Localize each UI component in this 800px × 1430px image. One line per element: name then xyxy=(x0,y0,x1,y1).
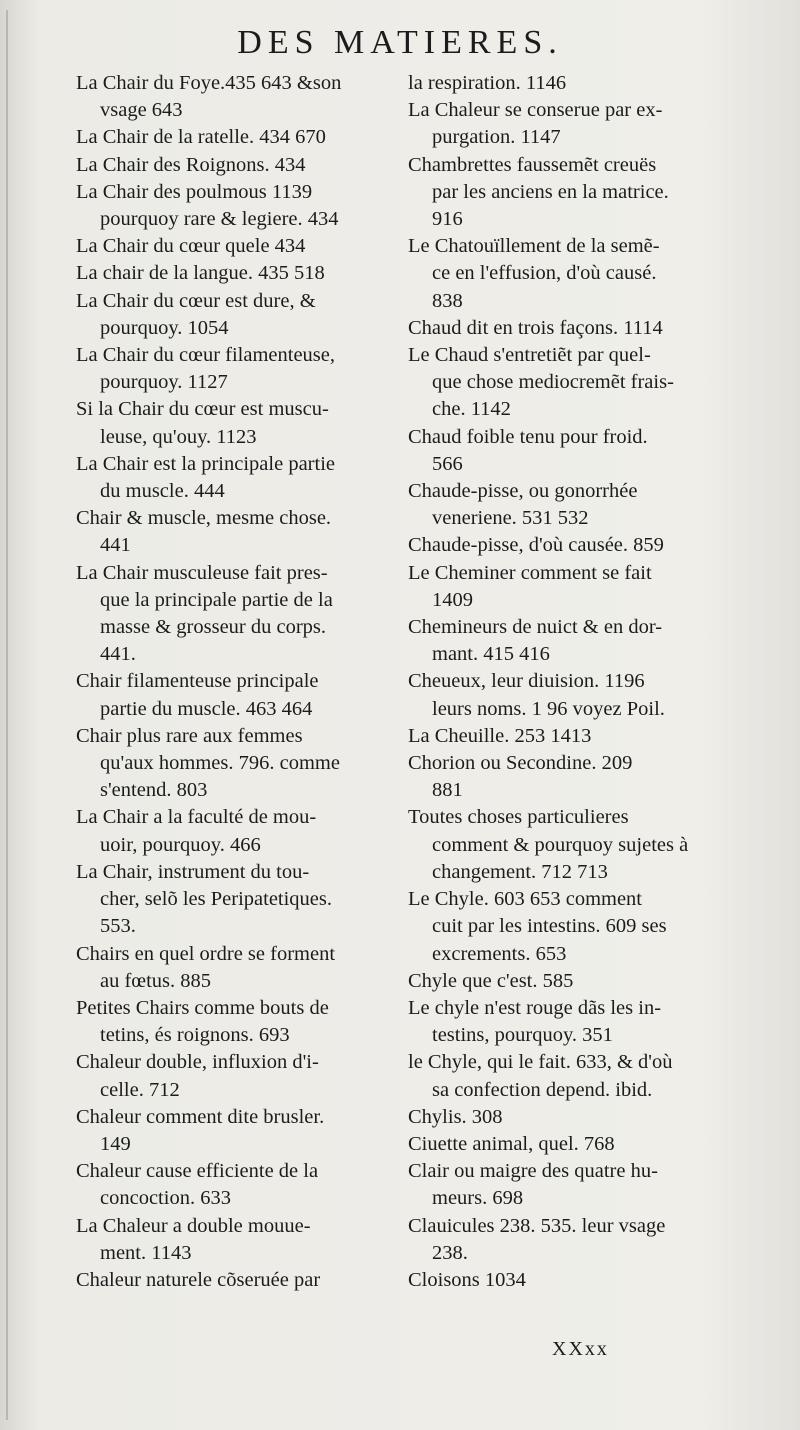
index-entry xyxy=(408,668,726,722)
entry-heading-line: la respiration. 1146 xyxy=(408,72,567,94)
entry-continuation-line: s'entend. 803 xyxy=(100,779,208,802)
entry-continuation-line: que chose mediocremẽt frais- xyxy=(432,371,674,394)
entry-continuation-line: pourquoy. 1127 xyxy=(100,371,228,394)
index-entry xyxy=(76,1213,392,1267)
index-entry xyxy=(408,70,726,97)
index-entry xyxy=(408,1213,726,1267)
entry-heading-line: Le Chyle. 603 653 comment xyxy=(408,888,642,911)
entry-heading-line: Chylis. 308 xyxy=(408,1105,503,1128)
index-entry xyxy=(408,804,726,886)
entry-heading-line: Chair plus rare aux femmes xyxy=(76,724,303,747)
index-entry xyxy=(408,1131,726,1158)
index-entry xyxy=(76,1104,392,1158)
entry-continuation-line: excrements. 653 xyxy=(432,942,567,965)
entry-continuation-line: leurs noms. 1 96 voyez Poil. xyxy=(432,697,665,720)
entry-heading-line: Chyle que c'est. 585 xyxy=(408,969,574,992)
entry-heading-line: Le Chatouïllement de la semẽ- xyxy=(408,235,660,258)
index-entry xyxy=(76,560,392,669)
entry-continuation-line: 838 xyxy=(432,289,463,312)
entry-heading-line: Le Chaud s'entretiẽt par quel- xyxy=(408,344,651,367)
entry-heading-line: Chaude-pisse, ou gonorrhée xyxy=(408,480,638,503)
index-entry xyxy=(408,152,726,234)
entry-continuation-line: 553. xyxy=(100,915,136,938)
entry-heading-line: La Chair, instrument du tou- xyxy=(76,860,310,883)
entry-heading-line: Le Cheminer comment se fait xyxy=(408,561,652,584)
index-entry xyxy=(408,315,726,342)
entry-heading-line: Chorion ou Secondine. 209 xyxy=(408,752,633,775)
index-entry xyxy=(408,478,726,532)
entry-heading-line: Clauicules 238. 535. leur vsage xyxy=(408,1214,666,1237)
index-entry xyxy=(76,859,392,941)
index-entry xyxy=(408,723,726,750)
index-entry xyxy=(408,97,726,151)
entry-continuation-line: vsage 643 xyxy=(100,99,183,122)
index-entry xyxy=(76,260,392,287)
entry-heading-line: Petites Chairs comme bouts de xyxy=(76,996,329,1019)
entry-continuation-line: cuit par les intestins. 609 ses xyxy=(432,915,667,938)
entry-continuation-line: 238. xyxy=(432,1241,468,1264)
index-entry xyxy=(408,1104,726,1131)
entry-heading-line: Chaude-pisse, d'où causée. 859 xyxy=(408,534,664,557)
entry-continuation-line: du muscle. 444 xyxy=(100,480,225,503)
index-entry xyxy=(408,886,726,968)
entry-continuation-line: pourquoy rare & legiere. 434 xyxy=(100,208,339,231)
entry-continuation-line: celle. 712 xyxy=(100,1078,180,1101)
entry-continuation-line: au fœtus. 885 xyxy=(100,969,212,992)
index-entry xyxy=(76,1267,392,1294)
entry-heading-line: Chairs en quel ordre se forment xyxy=(76,942,336,965)
index-entry xyxy=(408,968,726,995)
entry-heading-line: La Chair de la ratelle. 434 670 xyxy=(76,126,326,149)
entry-continuation-line: purgation. 1147 xyxy=(432,126,561,149)
entry-continuation-line: uoir, pourquoy. 466 xyxy=(100,833,261,856)
entry-heading-line: La Chair musculeuse fait pres- xyxy=(76,561,328,584)
entry-continuation-line: che. 1142 xyxy=(432,398,511,421)
index-entry xyxy=(408,1158,726,1212)
entry-heading-line: La Chair du cœur filamenteuse, xyxy=(76,344,336,367)
entry-continuation-line: masse & grosseur du corps. xyxy=(100,616,327,639)
entry-continuation-line: ce en l'effusion, d'où causé. xyxy=(432,262,657,285)
entry-heading-line: Chaleur double, influxion d'i- xyxy=(76,1051,319,1074)
entry-heading-line: Chaleur comment dite brusler. xyxy=(76,1105,325,1128)
entry-heading-line: La chair de la langue. 435 518 xyxy=(76,262,325,285)
index-entry xyxy=(76,233,392,260)
entry-heading-line: Chemineurs de nuict & en dor- xyxy=(408,616,663,639)
entry-continuation-line: changement. 712 713 xyxy=(432,860,608,883)
entry-heading-line: Clair ou maigre des quatre hu- xyxy=(408,1160,658,1183)
index-entry xyxy=(76,1158,392,1212)
entry-heading-line: La Chair du Foye.435 643 &son xyxy=(76,72,342,94)
entry-heading-line: La Chaleur a double mouue- xyxy=(76,1214,311,1237)
entry-continuation-line: 881 xyxy=(432,779,463,802)
index-entry xyxy=(408,614,726,668)
entry-continuation-line: ment. 1143 xyxy=(100,1241,192,1264)
entry-heading-line: Chaleur cause efficiente de la xyxy=(76,1160,319,1183)
entry-continuation-line: concoction. 633 xyxy=(100,1187,231,1210)
index-entry xyxy=(76,288,392,342)
entry-continuation-line: 1409 xyxy=(432,588,473,611)
entry-heading-line: Chair & muscle, mesme chose. xyxy=(76,507,332,530)
index-entry xyxy=(76,804,392,858)
entry-continuation-line: comment & pourquoy sujetes à xyxy=(432,833,689,856)
entry-continuation-line: pourquoy. 1054 xyxy=(100,316,229,339)
entry-continuation-line: 916 xyxy=(432,208,463,231)
index-entry xyxy=(408,750,726,804)
entry-heading-line: La Chair du cœur est dure, & xyxy=(76,289,316,312)
entry-heading-line: le Chyle, qui le fait. 633, & d'où xyxy=(408,1051,673,1074)
entry-continuation-line: 566 xyxy=(432,452,463,475)
index-entry xyxy=(408,560,726,614)
entry-continuation-line: 149 xyxy=(100,1132,131,1155)
entry-continuation-line: sa confection depend. ibid. xyxy=(432,1078,653,1101)
right-column xyxy=(408,70,726,1294)
index-entry xyxy=(76,451,392,505)
entry-heading-line: La Chair est la principale partie xyxy=(76,452,335,475)
entry-continuation-line: meurs. 698 xyxy=(432,1187,524,1210)
page-header: DES MATIERES. xyxy=(237,24,563,61)
index-entry xyxy=(76,505,392,559)
entry-heading-line: Si la Chair du cœur est muscu- xyxy=(76,398,329,421)
index-entry xyxy=(76,396,392,450)
entry-heading-line: La Chaleur se conserue par ex- xyxy=(408,99,663,122)
index-entry xyxy=(408,342,726,424)
index-entry xyxy=(76,1049,392,1103)
entry-heading-line: Cloisons 1034 xyxy=(408,1268,526,1291)
entry-heading-line: Chair filamenteuse principale xyxy=(76,670,319,693)
entry-continuation-line: mant. 415 416 xyxy=(432,643,550,666)
entry-heading-line: Chaleur naturele cõseruée par xyxy=(76,1268,321,1291)
entry-heading-line: La Chair du cœur quele 434 xyxy=(76,235,306,258)
entry-heading-line: Chaud dit en trois façons. 1114 xyxy=(408,316,663,339)
index-entry xyxy=(76,179,392,233)
index-entry xyxy=(408,1267,726,1294)
entry-continuation-line: partie du muscle. 463 464 xyxy=(100,697,313,720)
entry-heading-line: Cheueux, leur diuision. 1196 xyxy=(408,670,645,693)
entry-continuation-line: veneriene. 531 532 xyxy=(432,507,589,530)
index-entry xyxy=(408,532,726,559)
entry-continuation-line: que la principale partie de la xyxy=(100,588,333,611)
index-entry xyxy=(76,995,392,1049)
entry-continuation-line: 441 xyxy=(100,534,131,557)
entry-continuation-line: par les anciens en la matrice. xyxy=(432,180,669,203)
binding-edge xyxy=(6,10,8,1420)
signature-mark: XXxx xyxy=(552,1338,609,1360)
left-column xyxy=(76,70,392,1294)
index-entry xyxy=(408,1049,726,1103)
entry-continuation-line: tetins, és roignons. 693 xyxy=(100,1024,290,1047)
entry-continuation-line: 441. xyxy=(100,643,136,666)
entry-heading-line: La Cheuille. 253 1413 xyxy=(408,724,592,747)
entry-heading-line: Chaud foible tenu pour froid. xyxy=(408,425,648,448)
index-entry xyxy=(76,152,392,179)
entry-heading-line: La Chair des Roignons. 434 xyxy=(76,153,306,176)
index-entry xyxy=(76,342,392,396)
index-entry xyxy=(408,424,726,478)
entry-continuation-line: leuse, qu'ouy. 1123 xyxy=(100,425,257,448)
index-entry xyxy=(76,668,392,722)
index-entry xyxy=(76,941,392,995)
entry-heading-line: La Chair a la faculté de mou- xyxy=(76,806,317,829)
entry-continuation-line: cher, selõ les Peripatetiques. xyxy=(100,888,333,911)
index-entry xyxy=(76,723,392,805)
entry-continuation-line: testins, pourquoy. 351 xyxy=(432,1024,613,1047)
entry-heading-line: Chambrettes faussemẽt creuës xyxy=(408,153,657,176)
index-entry xyxy=(408,233,726,315)
entry-continuation-line: qu'aux hommes. 796. comme xyxy=(100,752,340,775)
index-entry xyxy=(76,70,392,124)
entry-heading-line: Ciuette animal, quel. 768 xyxy=(408,1132,615,1155)
index-entry xyxy=(76,124,392,151)
entry-heading-line: Le chyle n'est rouge dãs les in- xyxy=(408,996,662,1019)
index-entry xyxy=(408,995,726,1049)
entry-heading-line: La Chair des poulmous 1139 xyxy=(76,180,313,203)
entry-heading-line: Toutes choses particulieres xyxy=(408,806,629,829)
